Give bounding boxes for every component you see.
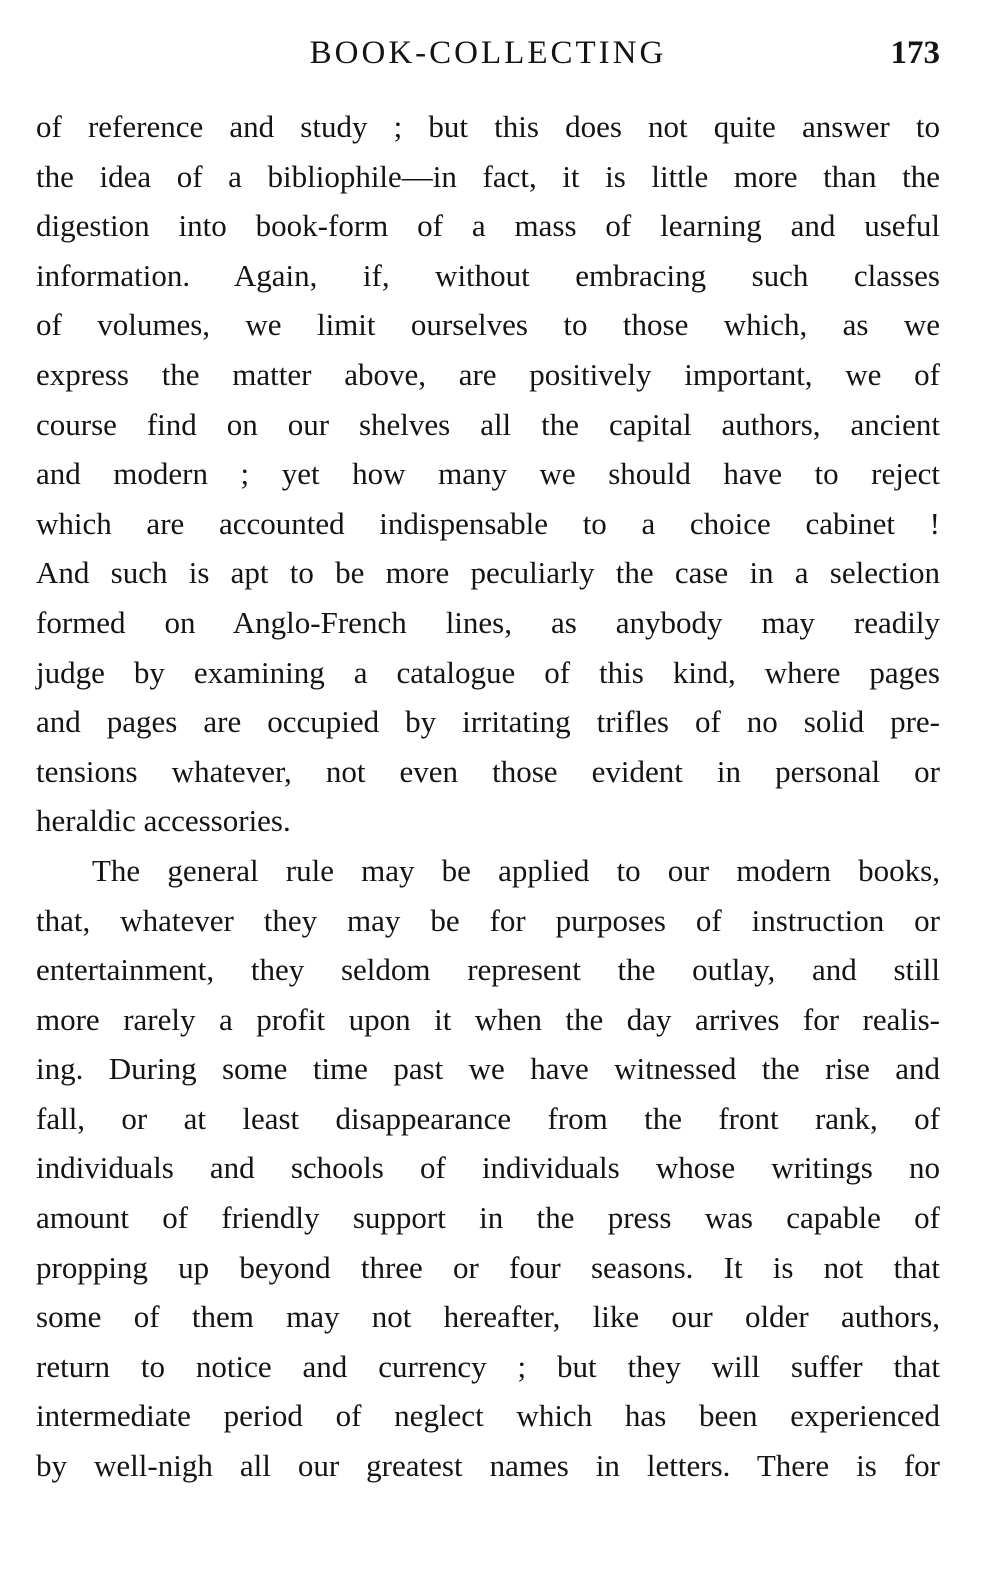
text-line: digestion into book-form of a mass of learning and useful	[36, 208, 940, 244]
text-line: more rarely a profit upon it when the day arrives for realis-	[36, 1001, 940, 1037]
text-line: individuals and schools of individuals whose writings no	[36, 1150, 940, 1186]
text-line: amount of friendly support in the press was capable of	[36, 1200, 940, 1236]
paragraph-2	[36, 846, 940, 1491]
text-line: express the matter above, are positively important, we of	[36, 356, 940, 392]
text-line: heraldic accessories.	[36, 803, 291, 839]
text-line: some of them may not hereafter, like our older authors,	[36, 1299, 940, 1335]
running-head	[36, 28, 940, 78]
text-line: formed on Anglo-French lines, as anybody may readily	[36, 604, 940, 640]
text-line: of reference and study ; but this does not quite answer to	[36, 109, 940, 144]
text-line: intermediate period of neglect which has been experienced	[36, 1398, 940, 1434]
text-line: return to notice and currency ; but they will suffer that	[36, 1348, 940, 1384]
text-line: propping up beyond three or four seasons. It is not that	[36, 1249, 940, 1285]
paragraph-1	[36, 102, 940, 846]
text-line: information. Again, if, without embracing such classes	[36, 257, 940, 293]
text-line: tensions whatever, not even those evident in personal or	[36, 753, 940, 789]
text-line: the idea of a bibliophile—in fact, it is little more than the	[36, 158, 940, 194]
running-title: BOOK-COLLECTING	[309, 35, 667, 71]
text-line: and modern ; yet how many we should have to reject	[36, 456, 940, 492]
text-line: and pages are occupied by irritating trifles of no solid pre-	[36, 704, 940, 740]
text-line: ing. During some time past we have witnessed the rise and	[36, 1051, 940, 1087]
text-line: entertainment, they seldom represent the outlay, and still	[36, 952, 940, 988]
text-line: fall, or at least disappearance from the front rank, of	[36, 1100, 940, 1136]
text-line: that, whatever they may be for purposes of instruction or	[36, 902, 940, 938]
text-line: And such is apt to be more peculiarly the case in a selection	[36, 555, 940, 591]
page-number: 173	[890, 35, 940, 71]
body-text	[36, 102, 940, 1491]
text-line: which are accounted indispensable to a choice cabinet !	[36, 505, 940, 541]
text-line: The general rule may be applied to our modern books,	[92, 852, 940, 888]
text-line: course find on our shelves all the capital authors, ancient	[36, 406, 940, 442]
text-line: by well-nigh all our greatest names in letters. There is for	[36, 1448, 940, 1484]
text-line: of volumes, we limit ourselves to those which, as we	[36, 307, 940, 343]
text-line: judge by examining a catalogue of this kind, where pages	[36, 654, 940, 690]
